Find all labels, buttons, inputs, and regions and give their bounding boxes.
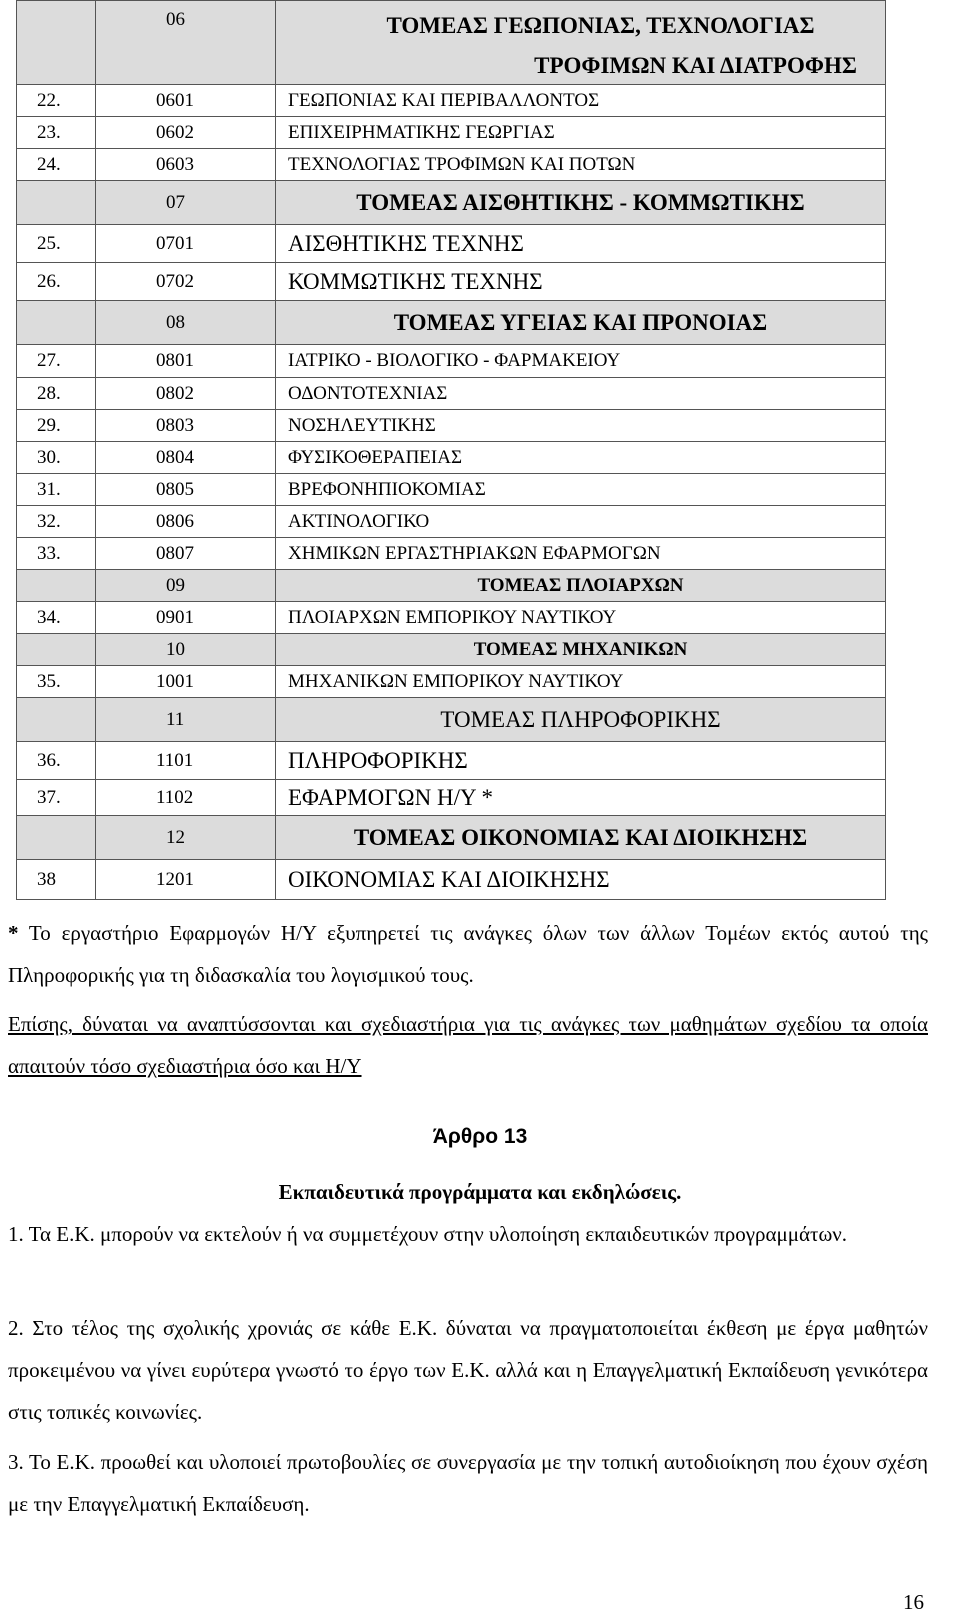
specialty-name: ΑΙΣΘΗΤΙΚΗΣ ΤΕΧΝΗΣ (276, 225, 886, 263)
empty-cell (17, 181, 96, 225)
page-number: 16 (903, 1590, 924, 1614)
table-row (17, 602, 886, 634)
sector-row-07 (17, 181, 886, 225)
table-row (17, 742, 886, 780)
article-paragraph-1: 1. Τα Ε.Κ. μπορούν να εκτελούν ή να συμμετέχουν στην υλοποίηση εκπαιδευτικών προγραμμάτων. (8, 1222, 848, 1246)
table-row (17, 378, 886, 410)
specialty-code: 0803 (96, 410, 276, 442)
specialty-code: 1201 (96, 860, 276, 900)
sector-code: 11 (96, 698, 276, 742)
sector-code: 07 (96, 181, 276, 225)
specialty-name: ΠΛΟΙΑΡΧΩΝ ΕΜΠΟΡΙΚΟΥ ΝΑΥΤΙΚΟΥ (276, 602, 886, 634)
table-row (17, 85, 886, 117)
specialty-name: ΙΑΤΡΙΚΟ - ΒΙΟΛΟΓΙΚΟ - ΦΑΡΜΑΚΕΙΟΥ (276, 345, 886, 378)
specialty-name: ΤΕΧΝΟΛΟΓΙΑΣ ΤΡΟΦΙΜΩΝ ΚΑΙ ΠΟΤΩΝ (276, 149, 886, 181)
sector-title: ΤΟΜΕΑΣ ΥΓΕΙΑΣ ΚΑΙ ΠΡΟΝΟΙΑΣ (276, 301, 886, 345)
table-row (17, 780, 886, 816)
row-number: 35. (17, 666, 96, 698)
row-number: 26. (17, 263, 96, 301)
specialty-code: 1102 (96, 780, 276, 816)
table-row (17, 149, 886, 181)
row-number: 27. (17, 345, 96, 378)
table-row (17, 263, 886, 301)
specialty-code: 0601 (96, 85, 276, 117)
table-row (17, 538, 886, 570)
row-number: 23. (17, 117, 96, 149)
footnote-underlined-paragraph: Επίσης, δύναται να αναπτύσσονται και σχεδιαστήρια για τις ανάγκες των μαθημάτων σχεδίου τα οποία απαιτούν τόσο σχεδιαστήρια όσο και Η/Υ (8, 1012, 928, 1078)
row-number: 28. (17, 378, 96, 410)
sector-title-line2: ΤΡΟΦΙΜΩΝ ΚΑΙ ΔΙΑΤΡΟΦΗΣ (534, 52, 857, 78)
sector-code: 08 (96, 301, 276, 345)
article-paragraph-3: 3. Το Ε.Κ. προωθεί και υλοποιεί πρωτοβουλίες σε συνεργασία με την τοπική αυτοδιοίκηση που έχουν σχέση με την Επαγγελματική Εκπαίδευση. (8, 1450, 928, 1516)
sector-row-08 (17, 301, 886, 345)
table-row (17, 506, 886, 538)
sector-code: 12 (96, 816, 276, 860)
specialty-code: 0802 (96, 378, 276, 410)
sector-row-11 (17, 698, 886, 742)
table-row (17, 410, 886, 442)
row-number: 25. (17, 225, 96, 263)
row-number: 24. (17, 149, 96, 181)
sector-title: ΤΟΜΕΑΣ ΠΛΟΙΑΡΧΩΝ (276, 570, 886, 602)
row-number: 30. (17, 442, 96, 474)
table-row (17, 117, 886, 149)
row-number: 37. (17, 780, 96, 816)
article-title: Άρθρο 13 (432, 1125, 528, 1148)
specialty-name: ΕΠΙΧΕΙΡΗΜΑΤΙΚΗΣ ΓΕΩΡΓΙΑΣ (276, 117, 886, 149)
sector-title-line1: ΤΟΜΕΑΣ ΓΕΩΠΟΝΙΑΣ, ΤΕΧΝΟΛΟΓΙΑΣ (386, 12, 815, 38)
row-number: 38 (17, 860, 96, 900)
table-row (17, 345, 886, 378)
empty-cell (17, 570, 96, 602)
table-row (17, 666, 886, 698)
empty-cell (17, 816, 96, 860)
sector-code: 10 (96, 634, 276, 666)
sector-title: ΤΟΜΕΑΣ ΠΛΗΡΟΦΟΡΙΚΗΣ (276, 698, 886, 742)
specialty-name: ΒΡΕΦΟΝΗΠΙΟΚΟΜΙΑΣ (276, 474, 886, 506)
specialty-code: 0603 (96, 149, 276, 181)
specialty-name: ΟΔΟΝΤΟΤΕΧΝΙΑΣ (276, 378, 886, 410)
sectors-table (16, 0, 886, 900)
table-row (17, 860, 886, 900)
specialty-name: ΜΗΧΑΝΙΚΩΝ ΕΜΠΟΡΙΚΟΥ ΝΑΥΤΙΚΟΥ (276, 666, 886, 698)
sector-title (276, 1, 886, 85)
sector-row-09 (17, 570, 886, 602)
sector-row-06 (17, 1, 886, 85)
specialty-code: 0602 (96, 117, 276, 149)
sector-code: 09 (96, 570, 276, 602)
specialty-name: ΑΚΤΙΝΟΛΟΓΙΚΟ (276, 506, 886, 538)
row-number: 32. (17, 506, 96, 538)
sector-code: 06 (96, 1, 276, 85)
table-row (17, 474, 886, 506)
article-paragraph-2: 2. Στο τέλος της σχολικής χρονιάς σε κάθε Ε.Κ. δύναται να πραγματοποιείται έκθεση με έργα μαθητών προκειμένου να γίνει ευρύτερα γνωστό το έργο των Ε.Κ. αλλά και η Επαγγελματική Εκπαίδευση γενικότερα στις τοπικές κοινωνίες. (8, 1316, 928, 1424)
sector-title: ΤΟΜΕΑΣ ΜΗΧΑΝΙΚΩΝ (276, 634, 886, 666)
specialty-code: 0702 (96, 263, 276, 301)
footnote-star: * (8, 921, 19, 945)
specialty-name: ΕΦΑΡΜΟΓΩΝ Η/Υ * (276, 780, 886, 816)
footnote-text: Το εργαστήριο Εφαρμογών Η/Υ εξυπηρετεί τις ανάγκες όλων των άλλων Τομέων εκτός αυτού της Πληροφορικής για τη διδασκαλία του λογισμικού τους. (8, 921, 928, 987)
empty-cell (17, 698, 96, 742)
row-number: 29. (17, 410, 96, 442)
sector-row-10 (17, 634, 886, 666)
row-number: 36. (17, 742, 96, 780)
sector-title: ΤΟΜΕΑΣ ΑΙΣΘΗΤΙΚΗΣ - ΚΟΜΜΩΤΙΚΗΣ (276, 181, 886, 225)
specialty-code: 0701 (96, 225, 276, 263)
specialty-name: ΓΕΩΠΟΝΙΑΣ ΚΑΙ ΠΕΡΙΒΑΛΛΟΝΤΟΣ (276, 85, 886, 117)
specialty-name: ΟΙΚΟΝΟΜΙΑΣ ΚΑΙ ΔΙΟΙΚΗΣΗΣ (276, 860, 886, 900)
table-row (17, 442, 886, 474)
row-number: 31. (17, 474, 96, 506)
empty-cell (17, 1, 96, 85)
table-row (17, 225, 886, 263)
row-number: 22. (17, 85, 96, 117)
article-subtitle: Εκπαιδευτικά προγράμματα και εκδηλώσεις. (278, 1180, 682, 1204)
specialty-name: ΝΟΣΗΛΕΥΤΙΚΗΣ (276, 410, 886, 442)
specialty-name: ΧΗΜΙΚΩΝ ΕΡΓΑΣΤΗΡΙΑΚΩΝ ΕΦΑΡΜΟΓΩΝ (276, 538, 886, 570)
row-number: 33. (17, 538, 96, 570)
specialty-code: 0801 (96, 345, 276, 378)
empty-cell (17, 301, 96, 345)
specialty-name: ΦΥΣΙΚΟΘΕΡΑΠΕΙΑΣ (276, 442, 886, 474)
sector-title: ΤΟΜΕΑΣ ΟΙΚΟΝΟΜΙΑΣ ΚΑΙ ΔΙΟΙΚΗΣΗΣ (276, 816, 886, 860)
sector-row-12 (17, 816, 886, 860)
empty-cell (17, 634, 96, 666)
specialty-code: 0901 (96, 602, 276, 634)
specialty-code: 1001 (96, 666, 276, 698)
specialty-name: ΚΟΜΜΩΤΙΚΗΣ ΤΕΧΝΗΣ (276, 263, 886, 301)
specialty-code: 0804 (96, 442, 276, 474)
specialty-name: ΠΛΗΡΟΦΟΡΙΚΗΣ (276, 742, 886, 780)
specialty-code: 1101 (96, 742, 276, 780)
specialty-code: 0807 (96, 538, 276, 570)
footnote-paragraph (8, 912, 928, 996)
specialty-code: 0806 (96, 506, 276, 538)
specialty-code: 0805 (96, 474, 276, 506)
row-number: 34. (17, 602, 96, 634)
